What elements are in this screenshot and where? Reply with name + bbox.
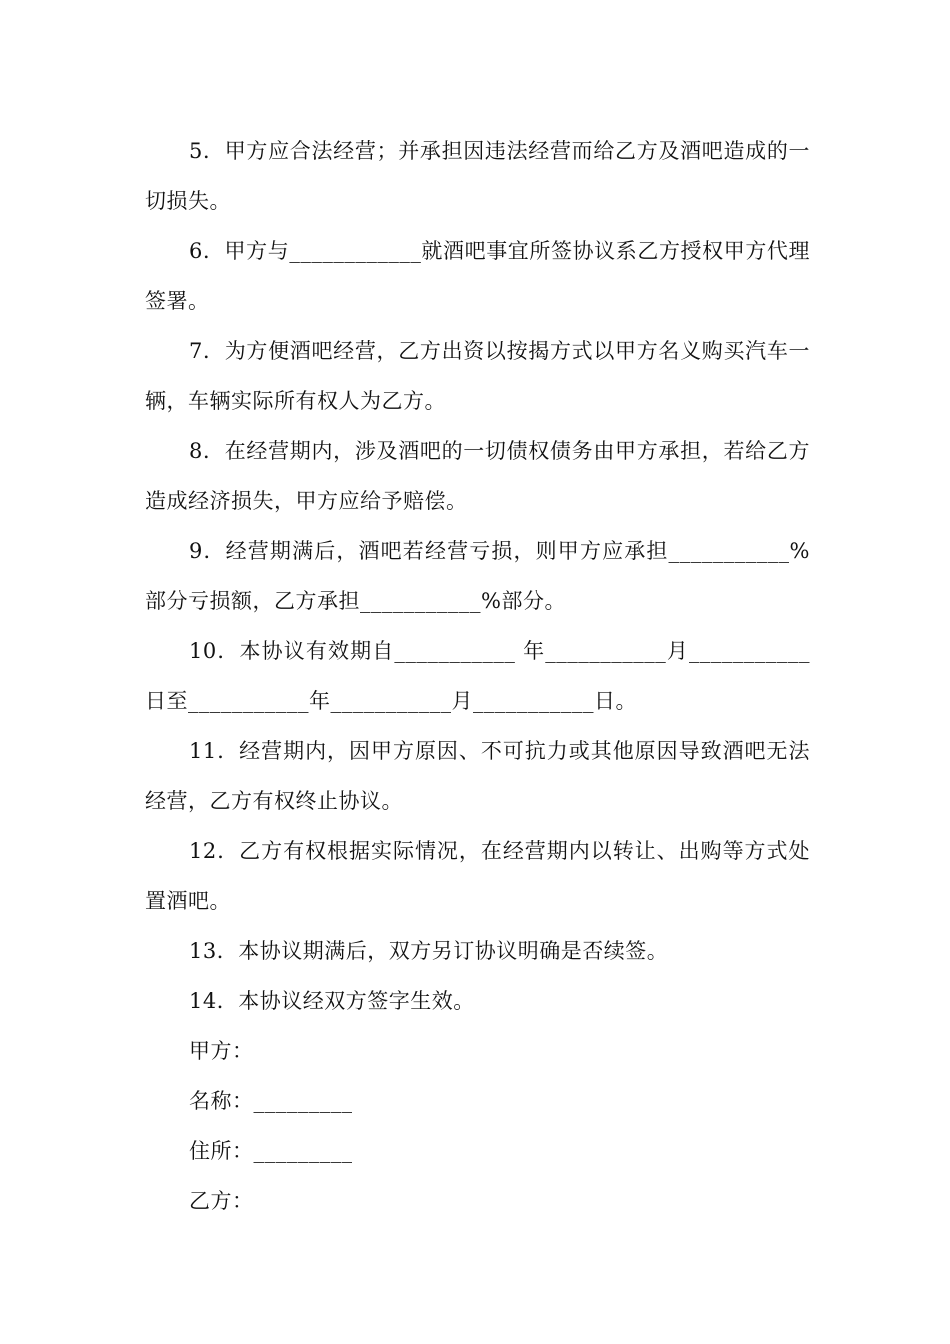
clause-14: 14．本协议经双方签字生效。 <box>189 989 475 1013</box>
clause-6: 6．甲方与____________就酒吧事宜所签协议系乙方授权甲方代理签署。 <box>145 239 810 313</box>
party-a-label: 甲方： <box>189 1039 254 1063</box>
contract-body <box>145 126 810 1226</box>
clause-9: 9．经营期满后，酒吧若经营亏损，则甲方应承担___________%部分亏损额，乙方承担___________%部分。 <box>145 539 810 613</box>
party-a-address-field: 住所：_________ <box>189 1139 353 1163</box>
clause-7: 7．为方便酒吧经营，乙方出资以按揭方式以甲方名义购买汽车一辆，车辆实际所有权人为乙方。 <box>145 339 810 413</box>
clause-12: 12．乙方有权根据实际情况，在经营期内以转让、出购等方式处置酒吧。 <box>145 839 810 913</box>
clause-13: 13．本协议期满后，双方另订协议明确是否续签。 <box>189 939 669 963</box>
clause-10: 10．本协议有效期自___________ 年___________月___________日至___________年___________月___________日。 <box>145 639 810 713</box>
party-a-name-field: 名称：_________ <box>189 1089 353 1113</box>
clause-11: 11．经营期内，因甲方原因、不可抗力或其他原因导致酒吧无法经营，乙方有权终止协议。 <box>145 739 810 813</box>
clause-8: 8．在经营期内，涉及酒吧的一切债权债务由甲方承担，若给乙方造成经济损失，甲方应给予赔偿。 <box>145 439 810 513</box>
party-b-label: 乙方： <box>189 1189 254 1213</box>
clause-5: 5．甲方应合法经营；并承担因违法经营而给乙方及酒吧造成的一切损失。 <box>145 139 810 213</box>
